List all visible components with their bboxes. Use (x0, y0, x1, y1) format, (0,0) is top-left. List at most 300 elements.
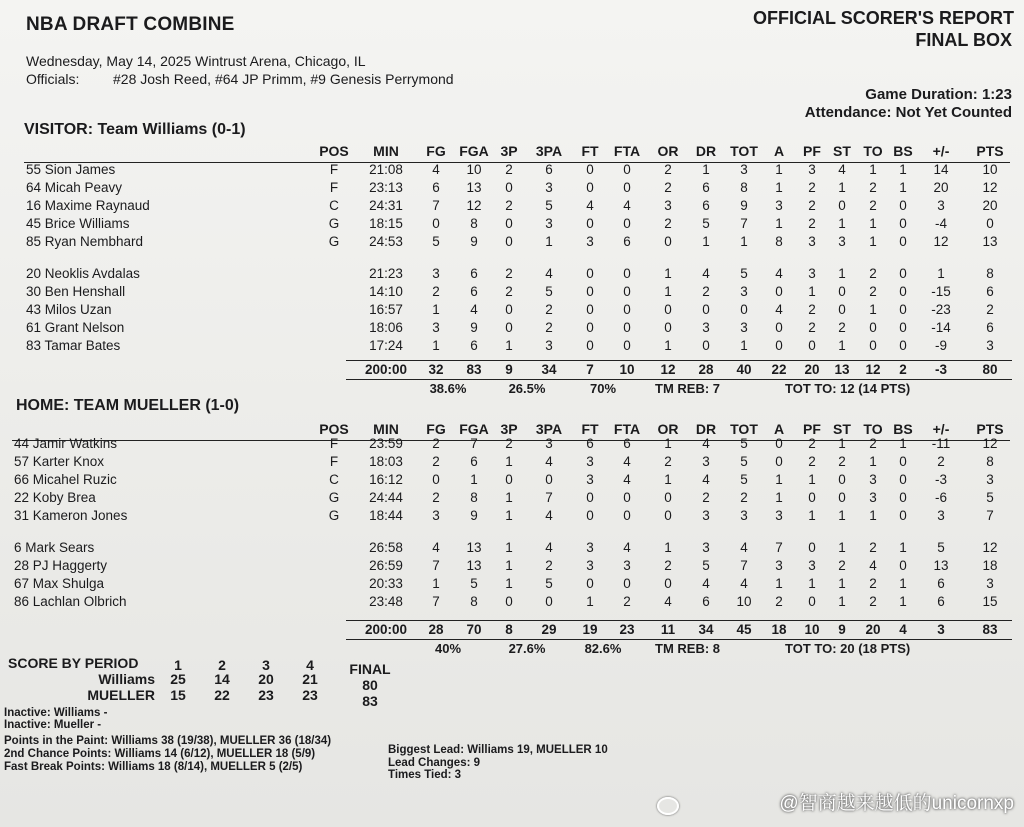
stat-cell: 0 (899, 320, 907, 335)
column-header: 3P (500, 421, 518, 437)
stat-cell: 0 (899, 558, 907, 573)
stat-cell: 13 (466, 180, 482, 195)
column-header: BS (893, 421, 913, 437)
stat-cell: 1 (838, 594, 846, 609)
stat-cell: 6 (702, 594, 710, 609)
stat-cell: 1 (775, 576, 783, 591)
stat-cell: 5 (702, 216, 710, 231)
stat-cell: 1 (505, 540, 513, 555)
stat-cell: 1 (838, 338, 846, 353)
player-position: G (328, 216, 340, 231)
stat-cell: 2 (986, 302, 994, 317)
stat-cell: 0 (623, 180, 631, 195)
player-row (0, 162, 1024, 180)
stat-cell: 0 (899, 472, 907, 487)
team-totals-row (0, 362, 1024, 380)
column-header: OR (657, 421, 679, 437)
stat-cell: 7 (432, 558, 440, 573)
totals-stat-cell: 10 (619, 362, 635, 377)
player-name: 85 Ryan Nembhard (26, 234, 144, 249)
stat-cell: 4 (623, 472, 631, 487)
totals-stat-cell: 18 (771, 622, 787, 637)
stat-cell: 13 (466, 540, 482, 555)
player-name: 61 Grant Nelson (26, 320, 125, 335)
stat-cell: 1 (505, 338, 513, 353)
stat-cell: 1 (470, 472, 478, 487)
stat-cell: 2 (937, 454, 945, 469)
stat-cell: 0 (664, 490, 672, 505)
stat-cell: 6 (623, 436, 631, 451)
stat-cell: 9 (740, 198, 748, 213)
player-minutes: 24:44 (369, 490, 403, 505)
stat-cell: 5 (545, 576, 553, 591)
stat-cell: 1 (869, 162, 877, 177)
stat-cell: 2 (740, 490, 748, 505)
stat-cell: 0 (986, 216, 994, 231)
stat-cell: 0 (740, 302, 748, 317)
stat-cell: 3 (775, 508, 783, 523)
stat-cell: 2 (623, 594, 631, 609)
stat-cell: 1 (808, 576, 816, 591)
officials-label: Officials: (26, 71, 80, 87)
stat-cell: 4 (775, 302, 783, 317)
stat-cell: 4 (623, 454, 631, 469)
stat-cell: 2 (505, 266, 513, 281)
column-header: DR (695, 143, 717, 159)
game-duration: Game Duration: 1:23 (865, 86, 1012, 103)
player-position: F (329, 436, 339, 451)
player-name: 20 Neoklis Avdalas (26, 266, 140, 281)
column-header: A (773, 143, 785, 159)
stat-cell: 0 (586, 162, 594, 177)
stat-cell: 1 (505, 508, 513, 523)
stat-cell: 2 (664, 454, 672, 469)
stat-cell: 1 (899, 576, 907, 591)
stat-cell: 1 (869, 216, 877, 231)
times-tied: Times Tied: 3 (388, 769, 462, 781)
watermark: @智商越来越低的unicornxp (779, 793, 1014, 814)
stat-cell: 0 (586, 508, 594, 523)
stat-cell: 12 (466, 198, 482, 213)
stat-cell: 7 (775, 540, 783, 555)
column-header: FTA (613, 421, 641, 437)
stat-cell: 5 (432, 234, 440, 249)
stat-cell: 6 (986, 284, 994, 299)
stat-cell: 5 (545, 198, 553, 213)
stat-cell: 0 (586, 216, 594, 231)
stat-cell: 1 (775, 180, 783, 195)
stat-cell: 0 (623, 162, 631, 177)
stat-cell: 7 (432, 594, 440, 609)
stat-cell: 0 (899, 454, 907, 469)
stat-cell: -15 (931, 284, 951, 299)
stat-cell: 1 (775, 216, 783, 231)
player-name: 44 Jamir Watkins (14, 436, 118, 451)
date-venue: Wednesday, May 14, 2025 Wintrust Arena, Chicago, IL (26, 53, 366, 69)
column-header: PF (803, 421, 821, 437)
totals-stat-cell: 13 (834, 362, 850, 377)
stat-cell: 6 (623, 234, 631, 249)
stat-cell: 2 (432, 490, 440, 505)
column-header: OR (657, 143, 679, 159)
stat-cell: 3 (432, 266, 440, 281)
totals-rule (346, 360, 1012, 361)
column-header: 3PA (535, 143, 563, 159)
stat-cell: 1 (808, 472, 816, 487)
stat-cell: 10 (982, 162, 998, 177)
stat-cell: 0 (702, 338, 710, 353)
stat-cell: 3 (775, 558, 783, 573)
totals-stat-cell: 3 (937, 622, 945, 637)
stat-cell: 20 (982, 198, 998, 213)
stat-cell: 0 (545, 472, 553, 487)
ft-percentage: 82.6% (584, 641, 622, 656)
officials-list: #28 Josh Reed, #64 JP Primm, #9 Genesis Perrymond (113, 71, 454, 87)
player-minutes: 23:59 (369, 436, 403, 451)
stat-cell: 0 (505, 594, 513, 609)
totals-stat-cell: 45 (736, 622, 752, 637)
stat-cell: 4 (545, 540, 553, 555)
stat-cell: 13 (933, 558, 949, 573)
stat-cell: 1 (775, 162, 783, 177)
stat-cell: 0 (838, 284, 846, 299)
totals-stat-cell: 20 (865, 622, 881, 637)
event-title: NBA DRAFT COMBINE (26, 14, 235, 35)
player-row (0, 234, 1024, 252)
stat-cell: -11 (931, 436, 951, 451)
stat-cell: -3 (934, 472, 947, 487)
stat-cell: 1 (740, 338, 748, 353)
stat-cell: 4 (432, 162, 440, 177)
stat-cell: 3 (740, 508, 748, 523)
stat-cell: 0 (838, 302, 846, 317)
player-name: 86 Lachlan Olbrich (14, 594, 127, 609)
totals-stat-cell: 29 (541, 622, 557, 637)
player-row (0, 576, 1024, 594)
stat-cell: 1 (740, 234, 748, 249)
column-header: FT (581, 143, 599, 159)
stat-cell: 1 (775, 472, 783, 487)
stat-cell: 0 (505, 180, 513, 195)
stat-cell: 3 (937, 198, 945, 213)
stat-cell: 3 (702, 540, 710, 555)
stat-cell: 0 (808, 594, 816, 609)
stat-cell: 2 (432, 454, 440, 469)
three-point-percentage: 27.6% (508, 641, 546, 656)
column-header: FGA (459, 421, 489, 437)
stat-cell: 2 (838, 558, 846, 573)
final-label: FINAL (349, 661, 391, 677)
stat-cell: 9 (470, 320, 478, 335)
stat-cell: 3 (702, 508, 710, 523)
period-team-name: Williams (98, 671, 155, 687)
totals-minutes: 200:00 (364, 622, 408, 637)
stat-cell: 4 (740, 576, 748, 591)
stat-cell: 12 (933, 234, 949, 249)
stat-cell: 8 (470, 594, 478, 609)
totals-stat-cell: 8 (505, 622, 513, 637)
player-minutes: 16:12 (369, 472, 403, 487)
player-minutes: 21:08 (369, 162, 403, 177)
stat-cell: 1 (869, 234, 877, 249)
period-number: 3 (262, 657, 270, 673)
score-by-period-label: SCORE BY PERIOD (8, 655, 139, 671)
stat-cell: 4 (702, 266, 710, 281)
stat-cell: 2 (808, 436, 816, 451)
stat-cell: 7 (432, 198, 440, 213)
stat-cell: 6 (586, 436, 594, 451)
player-minutes: 18:15 (369, 216, 403, 231)
stat-cell: 0 (432, 472, 440, 487)
inactive-mueller: Inactive: Mueller - (4, 719, 102, 731)
stat-cell: 0 (838, 490, 846, 505)
stat-cell: 3 (545, 338, 553, 353)
stat-cell: 0 (899, 234, 907, 249)
player-minutes: 18:06 (369, 320, 403, 335)
stat-cell: 8 (986, 266, 994, 281)
totals-stat-cell: 70 (466, 622, 482, 637)
stat-cell: 0 (623, 284, 631, 299)
column-header: PTS (976, 421, 1004, 437)
stat-cell: -14 (931, 320, 951, 335)
stat-cell: 2 (545, 302, 553, 317)
column-header: FG (426, 143, 446, 159)
stat-cell: 0 (899, 266, 907, 281)
stat-cell: 1 (899, 162, 907, 177)
period-score: 21 (302, 671, 318, 687)
player-position: G (328, 234, 340, 249)
stat-cell: 8 (986, 454, 994, 469)
player-name: 6 Mark Sears (14, 540, 95, 555)
stat-cell: 7 (545, 490, 553, 505)
stat-cell: 2 (432, 436, 440, 451)
stat-cell: 4 (545, 266, 553, 281)
stat-cell: 1 (432, 338, 440, 353)
period-number: 2 (218, 657, 226, 673)
stat-cell: 0 (775, 284, 783, 299)
stat-cell: 1 (702, 162, 710, 177)
report-title: OFFICIAL SCORER'S REPORT (753, 8, 1014, 28)
stat-cell: 4 (586, 198, 594, 213)
totals-stat-cell: 12 (865, 362, 881, 377)
total-turnovers: TOT TO: 12 (14 PTS) (785, 381, 911, 396)
total-turnovers: TOT TO: 20 (18 PTS) (785, 641, 911, 656)
stat-cell: 0 (899, 284, 907, 299)
fg-percentage: 38.6% (429, 381, 467, 396)
stat-cell: 5 (545, 284, 553, 299)
column-header: ST (833, 143, 851, 159)
player-name: 45 Brice Williams (26, 216, 130, 231)
player-minutes: 24:31 (369, 198, 403, 213)
player-name: 31 Kameron Jones (14, 508, 128, 523)
stat-cell: 1 (838, 540, 846, 555)
stat-cell: 1 (899, 436, 907, 451)
stat-cell: 4 (775, 266, 783, 281)
lead-changes: Lead Changes: 9 (388, 757, 481, 769)
stat-cell: 2 (775, 594, 783, 609)
stat-cell: 3 (808, 558, 816, 573)
column-header: MIN (373, 421, 399, 437)
totals-stat-cell: 34 (541, 362, 557, 377)
stat-cell: 3 (702, 320, 710, 335)
stat-cell: 2 (432, 284, 440, 299)
column-header: FG (426, 421, 446, 437)
column-header: TOT (730, 421, 758, 437)
column-header: +/- (932, 421, 950, 437)
totals-stat-cell: 7 (586, 362, 594, 377)
player-row (0, 302, 1024, 320)
stat-cell: 1 (664, 472, 672, 487)
stat-cell: 6 (986, 320, 994, 335)
totals-stat-cell: 28 (698, 362, 714, 377)
totals-stat-cell: 83 (466, 362, 482, 377)
stat-cell: 1 (937, 266, 945, 281)
stat-cell: 4 (702, 576, 710, 591)
stat-cell: 1 (775, 490, 783, 505)
stat-cell: 3 (740, 162, 748, 177)
stat-cell: 12 (982, 436, 998, 451)
stat-cell: 3 (986, 576, 994, 591)
player-row (0, 540, 1024, 558)
stat-cell: 8 (470, 490, 478, 505)
stat-cell: 3 (623, 558, 631, 573)
player-name: 28 PJ Haggerty (14, 558, 108, 573)
totals-stat-cell: 9 (838, 622, 846, 637)
stat-cell: 5 (740, 436, 748, 451)
stat-cell: 2 (869, 266, 877, 281)
period-number: 1 (174, 657, 182, 673)
player-row (0, 454, 1024, 472)
stat-cell: 2 (869, 594, 877, 609)
period-score: 25 (170, 671, 186, 687)
stat-cell: 1 (505, 490, 513, 505)
stat-cell: 1 (808, 284, 816, 299)
stat-cell: 0 (899, 508, 907, 523)
stat-cell: 3 (740, 320, 748, 335)
totals-bottom-rule (346, 639, 1012, 640)
stat-cell: 0 (664, 302, 672, 317)
stat-cell: 1 (586, 594, 594, 609)
stat-cell: 1 (432, 576, 440, 591)
stat-cell: 0 (838, 472, 846, 487)
stat-cell: 4 (545, 508, 553, 523)
stat-cell: 9 (470, 508, 478, 523)
stat-cell: 9 (470, 234, 478, 249)
player-minutes: 14:10 (369, 284, 403, 299)
stat-cell: 0 (869, 338, 877, 353)
stat-cell: 1 (664, 540, 672, 555)
stat-cell: 10 (736, 594, 752, 609)
stat-cell: 7 (986, 508, 994, 523)
team-rebounds: TM REB: 7 (655, 381, 720, 396)
stat-cell: 6 (702, 198, 710, 213)
stat-cell: 2 (808, 180, 816, 195)
player-row (0, 180, 1024, 198)
stat-cell: 0 (775, 338, 783, 353)
stat-cell: 3 (702, 454, 710, 469)
stat-cell: 0 (623, 320, 631, 335)
stat-cell: 0 (899, 216, 907, 231)
totals-stat-cell: 12 (660, 362, 676, 377)
stat-cell: 2 (869, 436, 877, 451)
player-position: C (329, 198, 339, 213)
stat-cell: 0 (505, 234, 513, 249)
stat-cell: 0 (623, 216, 631, 231)
stat-cell: 0 (586, 180, 594, 195)
stat-cell: 1 (664, 284, 672, 299)
three-point-percentage: 26.5% (508, 381, 546, 396)
stat-cell: 1 (838, 436, 846, 451)
final-score: 80 (362, 677, 378, 693)
player-row (0, 320, 1024, 338)
stat-cell: 0 (505, 472, 513, 487)
stat-cell: 8 (775, 234, 783, 249)
stat-cell: 5 (740, 454, 748, 469)
stat-cell: 0 (586, 266, 594, 281)
stat-cell: 3 (432, 508, 440, 523)
column-header: ST (833, 421, 851, 437)
stat-cell: 2 (505, 162, 513, 177)
stat-cell: 3 (986, 338, 994, 353)
stat-cell: 1 (505, 454, 513, 469)
column-header: DR (695, 421, 717, 437)
column-header: TO (863, 421, 883, 437)
period-score: 23 (258, 687, 274, 703)
totals-stat-cell: 11 (660, 622, 676, 637)
stat-cell: 8 (740, 180, 748, 195)
stat-cell: 0 (808, 490, 816, 505)
stat-cell: 3 (586, 454, 594, 469)
stat-cell: 4 (740, 540, 748, 555)
totals-stat-cell: 2 (899, 362, 907, 377)
stat-cell: 0 (623, 302, 631, 317)
stat-cell: 3 (775, 198, 783, 213)
stat-cell: 4 (702, 472, 710, 487)
player-position: G (328, 508, 340, 523)
period-score: 20 (258, 671, 274, 687)
player-minutes: 21:23 (369, 266, 403, 281)
player-name: 55 Sion James (26, 162, 116, 177)
totals-stat-cell: 23 (619, 622, 635, 637)
stat-cell: 3 (869, 472, 877, 487)
stat-cell: 6 (470, 266, 478, 281)
ft-percentage: 70% (589, 381, 617, 396)
stat-cell: 4 (869, 558, 877, 573)
stat-cell: 2 (505, 198, 513, 213)
stat-cell: 5 (740, 266, 748, 281)
player-position: G (328, 490, 340, 505)
visitor-column-header-row (0, 143, 1024, 161)
totals-stat-cell: 22 (771, 362, 787, 377)
stat-cell: 3 (432, 320, 440, 335)
stat-cell: 3 (586, 234, 594, 249)
stat-cell: 0 (623, 576, 631, 591)
stat-cell: 14 (933, 162, 949, 177)
stat-cell: 0 (664, 576, 672, 591)
stat-cell: 0 (623, 490, 631, 505)
fast-break-points: Fast Break Points: Williams 18 (8/14), MUELLER 5 (2/5) (4, 761, 303, 773)
totals-stat-cell: 9 (505, 362, 513, 377)
stat-cell: 2 (545, 320, 553, 335)
stat-cell: 0 (775, 454, 783, 469)
stat-cell: 8 (470, 216, 478, 231)
stat-cell: 2 (869, 284, 877, 299)
stat-cell: 6 (937, 594, 945, 609)
inactive-williams: Inactive: Williams - (4, 707, 108, 719)
home-team-title: HOME: TEAM MUELLER (1-0) (16, 397, 240, 414)
stat-cell: 1 (664, 338, 672, 353)
stat-cell: 3 (808, 162, 816, 177)
